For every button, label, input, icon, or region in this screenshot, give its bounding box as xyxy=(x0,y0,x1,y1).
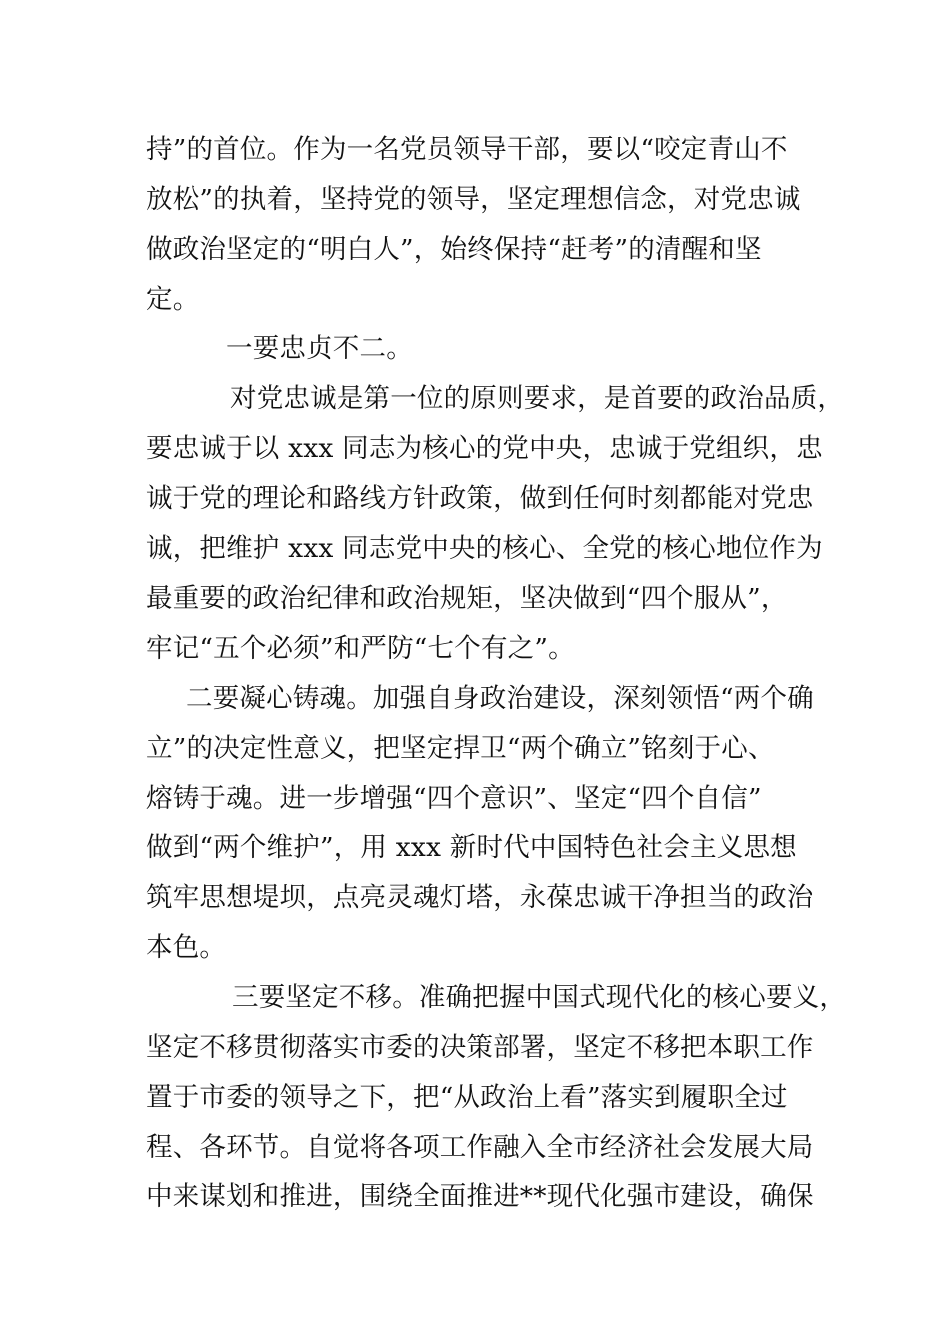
text-line: 中来谋划和推进，围绕全面推进**现代化强市建设，确保 xyxy=(146,1181,814,1212)
text-line: 做到“两个维护”，用 xxx 新时代中国特色社会主义思想 xyxy=(146,832,797,863)
text-line: 最重要的政治纪律和政治规矩，坚决做到“四个服从”， xyxy=(146,583,788,614)
text-line: 对党忠诚是第一位的原则要求，是首要的政治品质， xyxy=(230,383,845,414)
text-line: 坚定不移贯彻落实市委的决策部署，坚定不移把本职工作 xyxy=(146,1032,814,1063)
text-line: 做政治坚定的“明白人”，始终保持“赶考”的清醒和坚 xyxy=(146,234,762,265)
text-line: 定。 xyxy=(146,284,200,315)
text-line: 牢记“五个必须”和严防“七个有之”。 xyxy=(146,633,575,664)
section-heading: 一要忠贞不二。 xyxy=(226,333,413,364)
text-line: 二要凝心铸魂。加强自身政治建设，深刻领悟“两个确 xyxy=(186,683,814,714)
text-line: 本色。 xyxy=(146,932,227,963)
text-line: 三要坚定不移。准确把握中国式现代化的核心要义， xyxy=(232,982,847,1013)
text-line: 诚于党的理论和路线方针政策，做到任何时刻都能对党忠 xyxy=(146,483,814,514)
text-line: 放松”的执着，坚持党的领导，坚定理想信念，对党忠诚 xyxy=(146,184,801,215)
text-line: 程、各环节。自觉将各项工作融入全市经济社会发展大局 xyxy=(146,1132,814,1163)
text-line: 置于市委的领导之下，把“从政治上看”落实到履职全过 xyxy=(146,1082,788,1113)
text-line: 要忠诚于以 xxx 同志为核心的党中央，忠诚于党组织，忠 xyxy=(146,433,823,464)
text-line: 持”的首位。作为一名党员领导干部，要以“咬定青山不 xyxy=(146,134,788,165)
text-line: 立”的决定性意义，把坚定捍卫“两个确立”铭刻于心、 xyxy=(146,733,775,764)
text-line: 熔铸于魂。进一步增强“四个意识”、坚定“四个自信” xyxy=(146,783,762,814)
text-line: 诚，把维护 xxx 同志党中央的核心、全党的核心地位作为 xyxy=(146,533,823,564)
text-line: 筑牢思想堤坝，点亮灵魂灯塔，永葆忠诚干净担当的政治 xyxy=(146,882,814,913)
